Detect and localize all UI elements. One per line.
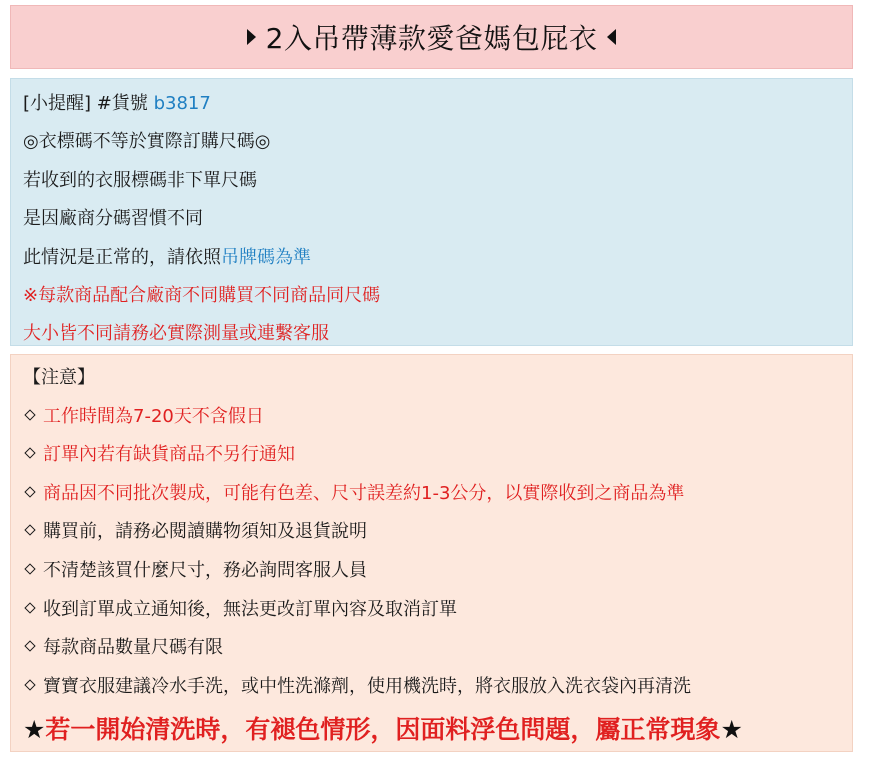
reminder-panel [10,78,853,346]
diamond-bullet-icon [24,563,35,574]
diamond-bullet-icon [24,602,35,613]
notice-heading: 【注意】 [23,367,95,388]
washing-fade-text: 若一開始清洗時，有褪色情形，因面料浮色問題，屬正常現象 [45,715,721,745]
notice-item [23,436,840,475]
diamond-bullet-icon [24,448,35,459]
sku-code: b3817 [153,93,211,114]
star-icon: ★ [23,715,46,745]
product-title: 2入吊帶薄款愛爸媽包屁衣 [265,22,598,55]
notice-panel [10,354,853,752]
right-triangle-icon [247,29,256,45]
notice-item [23,398,840,437]
tag-size-emphasis: 吊牌碼為準 [221,246,311,268]
reminder-header [23,85,840,123]
title-banner [10,5,853,69]
notice-item [23,629,840,668]
diamond-bullet-icon [24,525,35,536]
notice-item-text: 不清楚該買什麼尺寸，務必詢問客服人員 [43,559,367,581]
reminder-prefix: [小提醒] #貨號 [23,93,154,114]
star-icon: ★ [720,715,743,745]
notice-item [23,552,840,591]
notice-item-text: 購買前，請務必閱讀購物須知及退貨說明 [43,521,367,543]
notice-item [23,591,840,630]
notice-item [23,513,840,552]
notice-item-text: 收到訂單成立通知後，無法更改訂單內容及取消訂單 [43,598,457,620]
reminder-line-tag-size [23,239,840,277]
reminder-line-prefix: 此情況是正常的，請依照 [23,246,221,268]
notice-item-text: 寶寶衣服建議冷水手洗，或中性洗滌劑，使用機洗時，將衣服放入洗衣袋內再清洗 [43,675,691,697]
notice-item [23,475,840,514]
notice-item-text: 訂單內若有缺貨商品不另行通知 [43,444,295,466]
notice-item-text: 工作時間為7-20天不含假日 [43,405,264,427]
diamond-bullet-icon [24,640,35,651]
notice-item [23,668,840,707]
diamond-bullet-icon [24,679,35,690]
notice-item-text: 商品因不同批次製成，可能有色差、尺寸誤差約1-3公分，以實際收到之商品為準 [43,482,685,504]
washing-fade-notice [23,708,840,752]
reminder-line: ◎衣標碼不等於實際訂購尺碼◎ [23,131,271,153]
reminder-line: 若收到的衣服標碼非下單尺碼 [23,169,257,191]
reminder-warning: 大小皆不同請務必實際測量或連繫客服 [23,323,329,345]
reminder-warning: ※每款商品配合廠商不同購買不同商品同尺碼 [23,284,381,306]
left-triangle-icon [607,29,616,45]
notice-item-text: 每款商品數量尺碼有限 [43,637,223,659]
diamond-bullet-icon [24,486,35,497]
reminder-line: 是因廠商分碼習慣不同 [23,208,203,230]
diamond-bullet-icon [24,409,35,420]
